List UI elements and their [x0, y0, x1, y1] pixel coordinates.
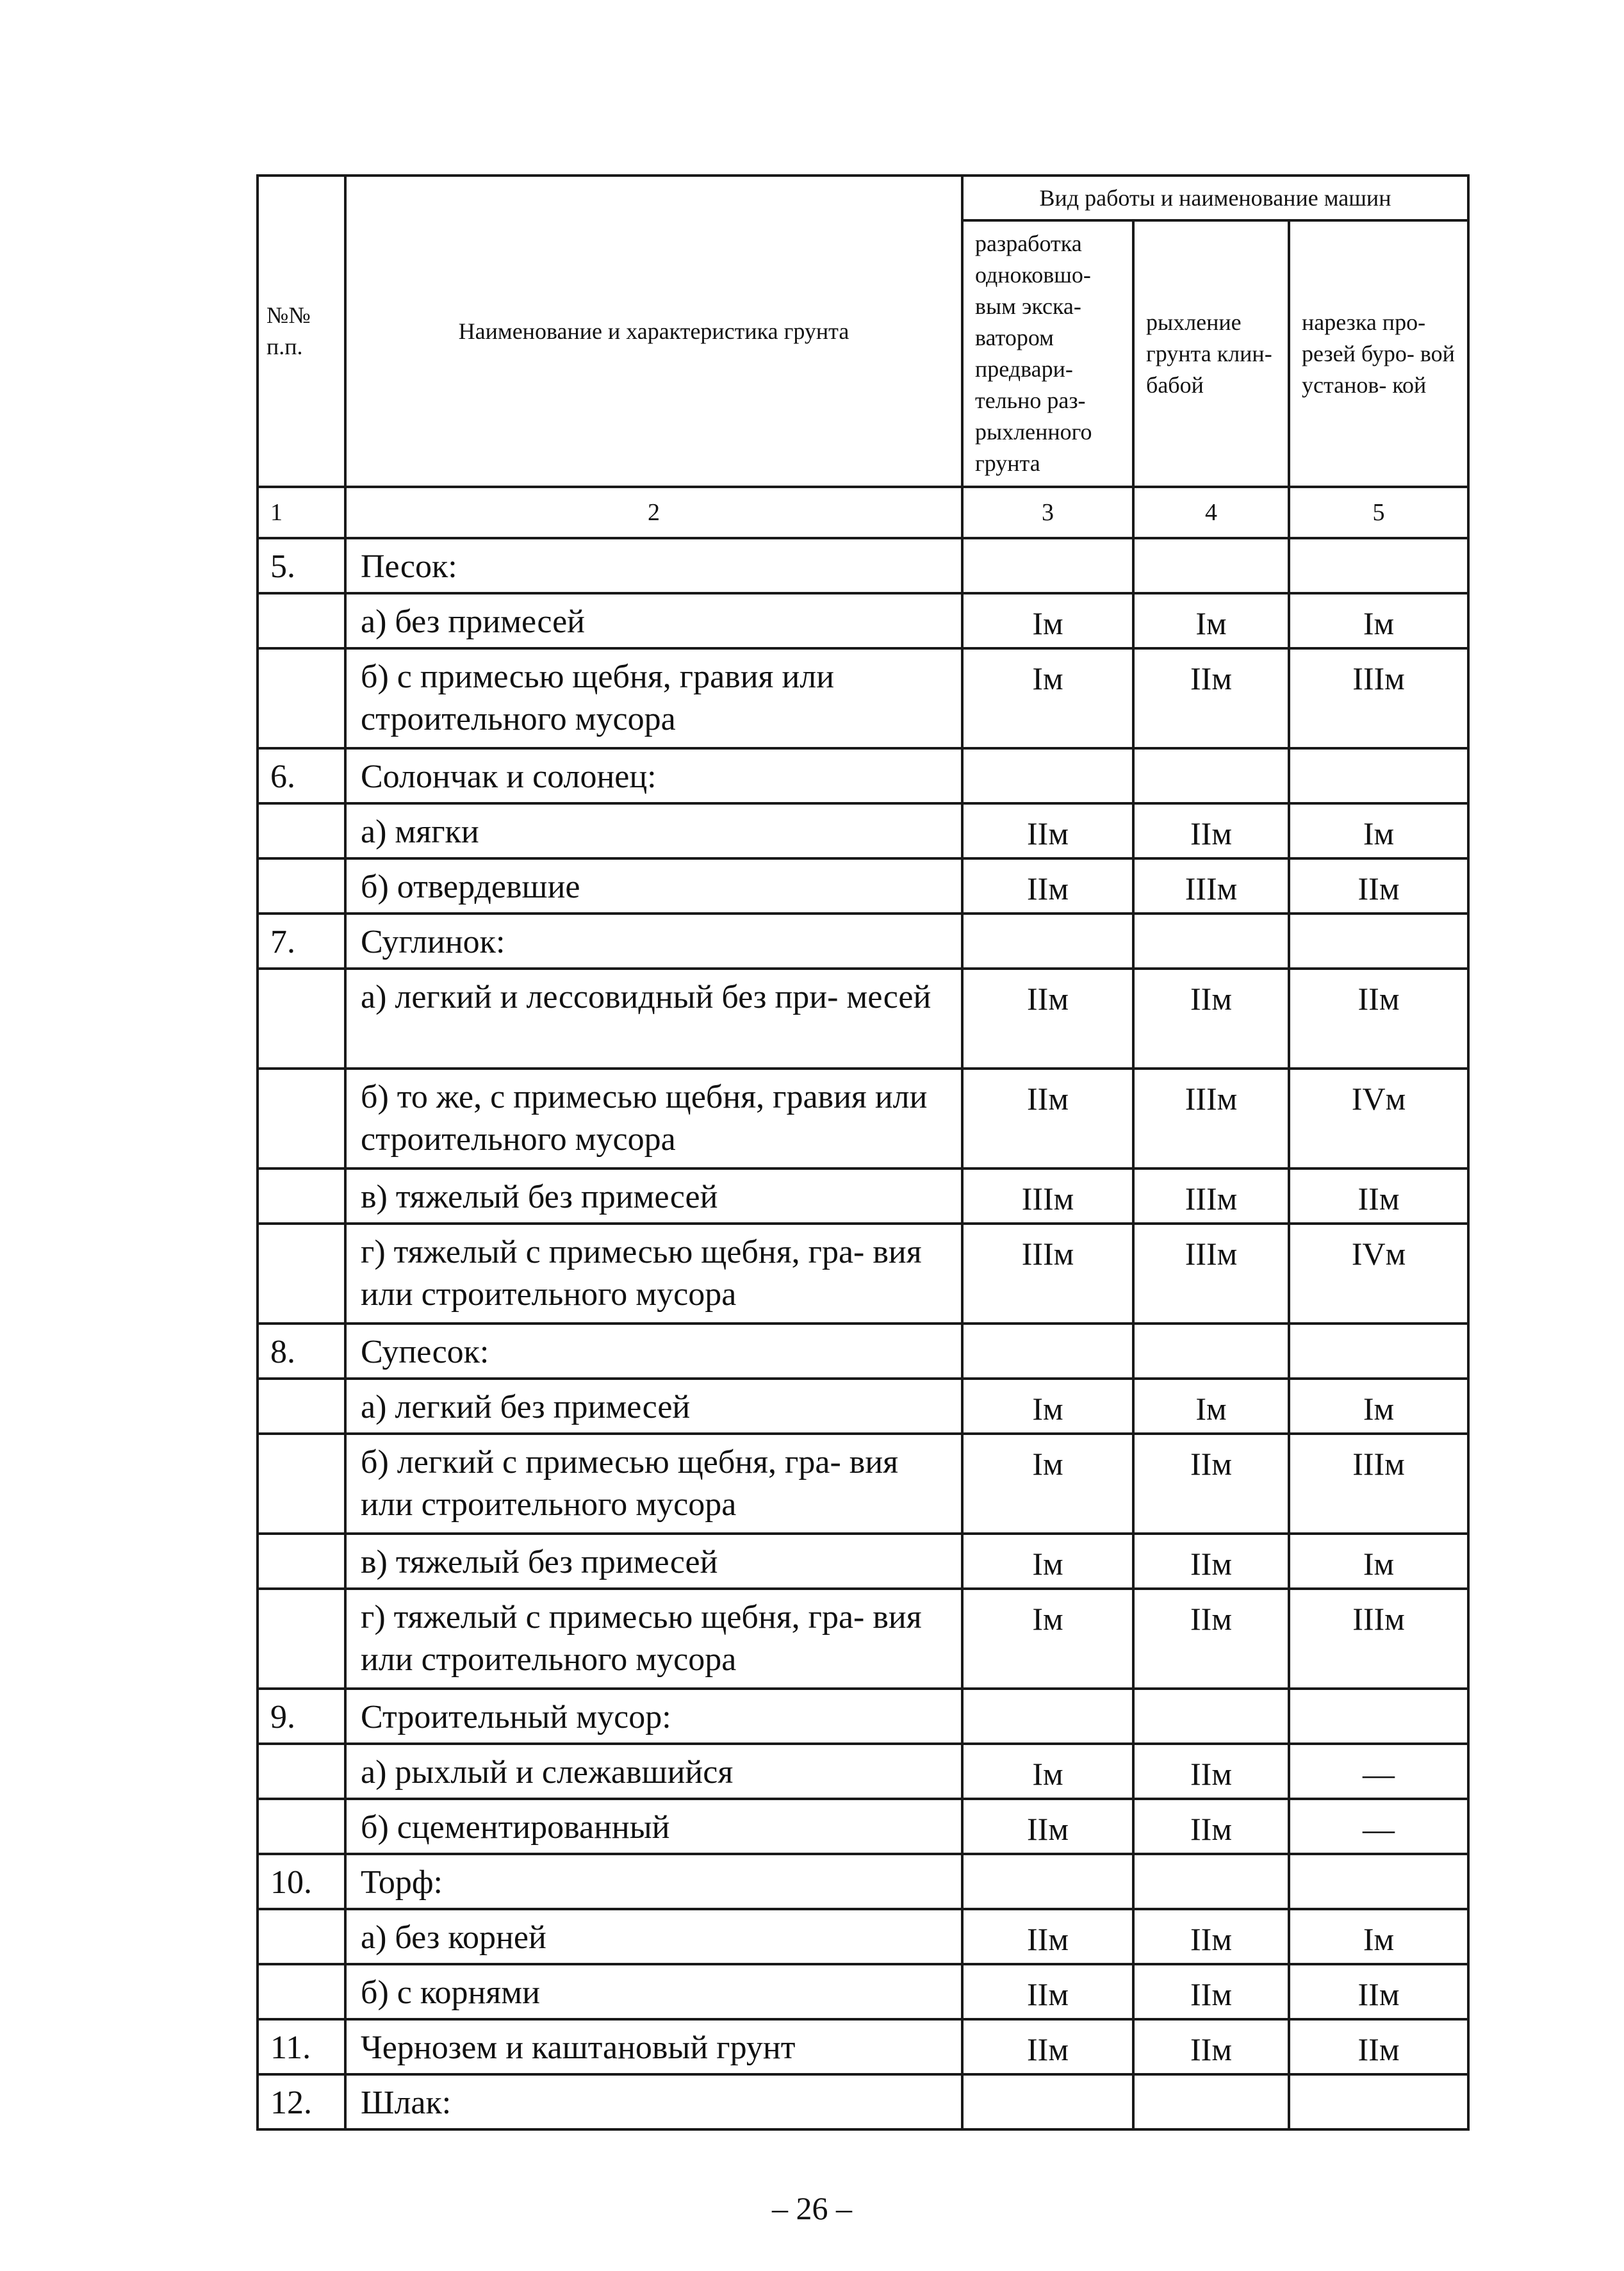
value-excavator: IIм	[962, 1069, 1133, 1168]
table-row	[258, 1589, 1468, 1689]
row-number	[258, 803, 345, 858]
value-ram: IIм	[1133, 803, 1289, 858]
value-drill	[1289, 748, 1468, 803]
value-ram: IIм	[1133, 1534, 1289, 1589]
value-excavator: Iм	[962, 648, 1133, 748]
table-row	[258, 1168, 1468, 1224]
row-number: 6.	[258, 748, 345, 803]
value-excavator: IIм	[962, 858, 1133, 914]
col-number-3: 3	[962, 487, 1133, 538]
table-row	[258, 914, 1468, 969]
value-ram	[1133, 2074, 1289, 2129]
col-number-1: 1	[258, 487, 345, 538]
soil-name: а) легкий и лессовидный без при- месей	[345, 969, 962, 1069]
table-row	[258, 1224, 1468, 1324]
col-number-5: 5	[1289, 487, 1468, 538]
row-number: 8.	[258, 1324, 345, 1379]
value-ram: IIм	[1133, 1964, 1289, 2019]
row-number: 12.	[258, 2074, 345, 2129]
value-drill: IIм	[1289, 1964, 1468, 2019]
value-excavator: Iм	[962, 1534, 1133, 1589]
value-ram: IIм	[1133, 1589, 1289, 1689]
value-drill: Iм	[1289, 1534, 1468, 1589]
soil-name: в) тяжелый без примесей	[345, 1534, 962, 1589]
table-row	[258, 1744, 1468, 1799]
value-ram: IIм	[1133, 2019, 1289, 2074]
value-excavator: IIм	[962, 1964, 1133, 2019]
value-excavator: IIIм	[962, 1168, 1133, 1224]
value-drill: Iм	[1289, 1379, 1468, 1434]
table-row	[258, 1799, 1468, 1854]
value-drill: IVм	[1289, 1069, 1468, 1168]
row-number	[258, 969, 345, 1069]
value-drill: IIIм	[1289, 1589, 1468, 1689]
soil-name: б) отвердевшие	[345, 858, 962, 914]
soil-name: б) с корнями	[345, 1964, 962, 2019]
table-row	[258, 1909, 1468, 1964]
table-row	[258, 2019, 1468, 2074]
soil-classification-table	[256, 174, 1470, 2131]
value-excavator: IIм	[962, 1909, 1133, 1964]
table-row	[258, 1379, 1468, 1434]
row-number: 7.	[258, 914, 345, 969]
value-drill: Iм	[1289, 1909, 1468, 1964]
header-work-type-group: Вид работы и наименование машин	[962, 176, 1468, 220]
value-drill	[1289, 538, 1468, 593]
value-ram: IIм	[1133, 1909, 1289, 1964]
soil-name: г) тяжелый с примесью щебня, гра- вия или строительного мусора	[345, 1224, 962, 1324]
row-number	[258, 1069, 345, 1168]
value-drill	[1289, 1854, 1468, 1909]
soil-name: б) то же, с примесью щебня, гравия или строительного мусора	[345, 1069, 962, 1168]
soil-name: Чернозем и каштановый грунт	[345, 2019, 962, 2074]
col-number-4: 4	[1133, 487, 1289, 538]
value-ram: Iм	[1133, 1379, 1289, 1434]
value-excavator	[962, 538, 1133, 593]
page-number: – 26 –	[772, 2190, 852, 2226]
value-excavator: IIIм	[962, 1224, 1133, 1324]
value-drill: IIм	[1289, 858, 1468, 914]
soil-name: Торф:	[345, 1854, 962, 1909]
row-number	[258, 1589, 345, 1689]
value-excavator: Iм	[962, 1744, 1133, 1799]
value-drill: IIIм	[1289, 1434, 1468, 1534]
soil-name: Супесок:	[345, 1324, 962, 1379]
table-row	[258, 1069, 1468, 1168]
header-col-drill: нарезка про- резей буро- вой установ- кой	[1289, 220, 1468, 487]
table-row	[258, 593, 1468, 648]
row-number	[258, 1434, 345, 1534]
row-number	[258, 1534, 345, 1589]
row-number: 9.	[258, 1689, 345, 1744]
value-excavator: Iм	[962, 593, 1133, 648]
row-number	[258, 648, 345, 748]
value-excavator: Iм	[962, 1434, 1133, 1534]
row-number	[258, 1379, 345, 1434]
value-ram: IIIм	[1133, 1168, 1289, 1224]
value-excavator	[962, 748, 1133, 803]
row-number: 5.	[258, 538, 345, 593]
value-drill	[1289, 1689, 1468, 1744]
value-ram: Iм	[1133, 593, 1289, 648]
header-num-col: №№ п.п.	[258, 176, 345, 487]
header-col-excavator: разработка одноковшо- вым экска- ватором предвари- тельно раз- рыхленного грунта	[962, 220, 1133, 487]
value-ram	[1133, 1854, 1289, 1909]
value-drill	[1289, 2074, 1468, 2129]
table-row	[258, 648, 1468, 748]
value-excavator	[962, 1324, 1133, 1379]
soil-name: а) рыхлый и слежавшийся	[345, 1744, 962, 1799]
row-number	[258, 1909, 345, 1964]
value-ram	[1133, 748, 1289, 803]
row-number	[258, 593, 345, 648]
table-row	[258, 969, 1468, 1069]
soil-name: а) легкий без примесей	[345, 1379, 962, 1434]
value-ram: IIм	[1133, 1744, 1289, 1799]
value-ram: IIм	[1133, 969, 1289, 1069]
value-ram: IIIм	[1133, 858, 1289, 914]
soil-name: а) без корней	[345, 1909, 962, 1964]
row-number	[258, 1964, 345, 2019]
value-drill: Iм	[1289, 593, 1468, 648]
row-number	[258, 1799, 345, 1854]
row-number	[258, 1168, 345, 1224]
table-row	[258, 858, 1468, 914]
value-drill: —	[1289, 1799, 1468, 1854]
value-ram: IIIм	[1133, 1224, 1289, 1324]
table-row	[258, 1854, 1468, 1909]
soil-name: а) мягки	[345, 803, 962, 858]
soil-name: б) сцементированный	[345, 1799, 962, 1854]
value-drill: IIм	[1289, 969, 1468, 1069]
soil-name: Шлак:	[345, 2074, 962, 2129]
soil-name: б) легкий с примесью щебня, гра- вия или строительного мусора	[345, 1434, 962, 1534]
table-row	[258, 1534, 1468, 1589]
value-ram: IIм	[1133, 648, 1289, 748]
value-excavator: Iм	[962, 1589, 1133, 1689]
value-drill: IIм	[1289, 2019, 1468, 2074]
value-excavator: Iм	[962, 1379, 1133, 1434]
soil-name: Строительный мусор:	[345, 1689, 962, 1744]
value-drill: IVм	[1289, 1224, 1468, 1324]
value-ram	[1133, 1324, 1289, 1379]
value-excavator: IIм	[962, 1799, 1133, 1854]
value-ram: IIм	[1133, 1434, 1289, 1534]
soil-name: б) с примесью щебня, гравия или строительного мусора	[345, 648, 962, 748]
table-row	[258, 1434, 1468, 1534]
value-drill: IIIм	[1289, 648, 1468, 748]
value-drill: Iм	[1289, 803, 1468, 858]
value-excavator: IIм	[962, 2019, 1133, 2074]
table-row	[258, 538, 1468, 593]
table-row	[258, 748, 1468, 803]
table-row	[258, 1689, 1468, 1744]
value-drill	[1289, 1324, 1468, 1379]
row-number	[258, 858, 345, 914]
header-col-ram: рыхление грунта клин- бабой	[1133, 220, 1289, 487]
table-row	[258, 1324, 1468, 1379]
value-drill: IIм	[1289, 1168, 1468, 1224]
value-ram	[1133, 538, 1289, 593]
table-row	[258, 2074, 1468, 2129]
soil-name: г) тяжелый с примесью щебня, гра- вия или строительного мусора	[345, 1589, 962, 1689]
value-drill: —	[1289, 1744, 1468, 1799]
soil-name: Суглинок:	[345, 914, 962, 969]
soil-name: Солончак и солонец:	[345, 748, 962, 803]
value-excavator: IIм	[962, 803, 1133, 858]
value-ram	[1133, 1689, 1289, 1744]
header-name-col: Наименование и характеристика грунта	[345, 176, 962, 487]
value-excavator	[962, 1689, 1133, 1744]
value-drill	[1289, 914, 1468, 969]
row-number: 11.	[258, 2019, 345, 2074]
soil-name: Песок:	[345, 538, 962, 593]
soil-name: в) тяжелый без примесей	[345, 1168, 962, 1224]
value-excavator	[962, 914, 1133, 969]
row-number: 10.	[258, 1854, 345, 1909]
table-row	[258, 1964, 1468, 2019]
value-excavator: IIм	[962, 969, 1133, 1069]
row-number	[258, 1744, 345, 1799]
value-ram: IIм	[1133, 1799, 1289, 1854]
value-ram	[1133, 914, 1289, 969]
value-excavator	[962, 2074, 1133, 2129]
col-number-2: 2	[345, 487, 962, 538]
value-excavator	[962, 1854, 1133, 1909]
soil-name: а) без примесей	[345, 593, 962, 648]
row-number	[258, 1224, 345, 1324]
table-row	[258, 803, 1468, 858]
value-ram: IIIм	[1133, 1069, 1289, 1168]
